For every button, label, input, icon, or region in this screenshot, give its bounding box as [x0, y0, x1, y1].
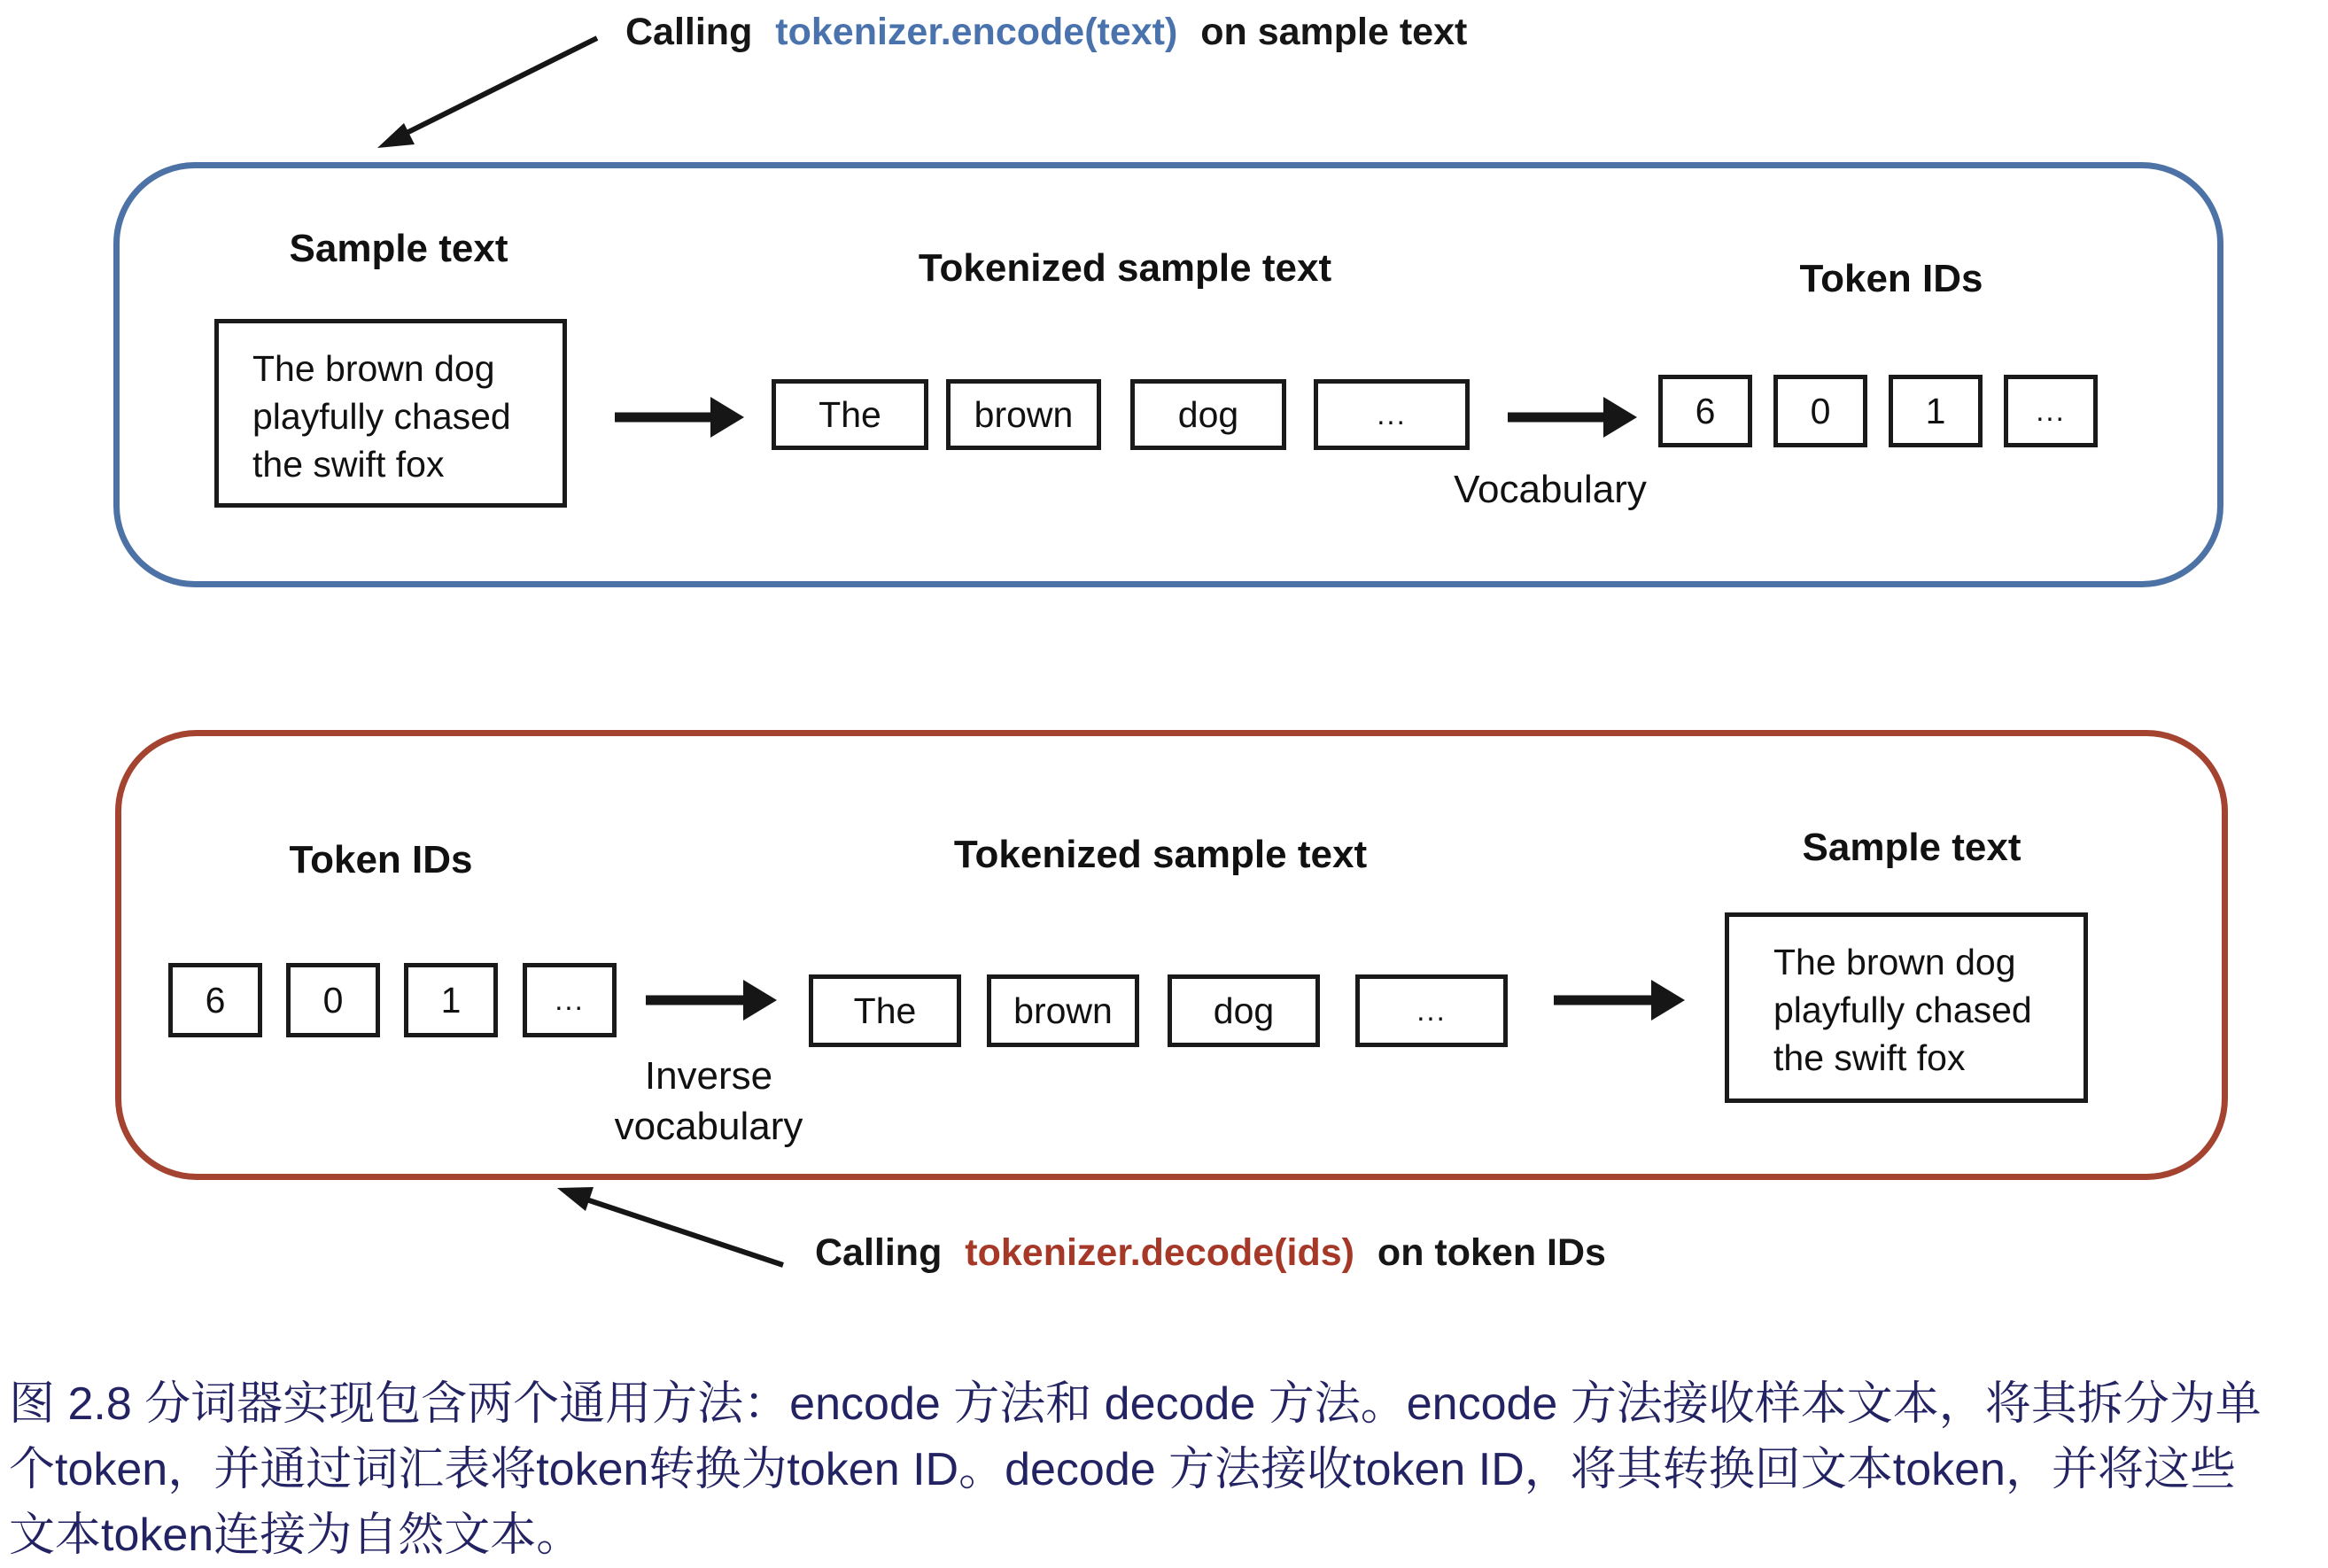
encode-id-cell: 0 — [1773, 375, 1867, 447]
decode-arrow-2-icon — [1552, 974, 1687, 1027]
decode-token-ids-label: Token IDs — [289, 838, 473, 881]
decode-callout — [815, 1231, 1606, 1275]
decode-token-cell: The — [809, 974, 961, 1047]
encode-annotation-arrow-icon — [363, 27, 611, 159]
encode-sample-textbox-text: The brown dog playfully chased the swift fox — [252, 348, 511, 485]
decode-callout-prefix: Calling — [815, 1231, 943, 1274]
decode-token-cell-ellipsis: ... — [1355, 974, 1508, 1047]
decode-id-cell: 6 — [168, 963, 262, 1037]
decode-sample-text-label: Sample text — [1802, 826, 2021, 869]
encode-id-cell: 1 — [1889, 375, 1983, 447]
decode-token-cell: brown — [987, 974, 1139, 1047]
decode-id-cell: 1 — [404, 963, 498, 1037]
encode-callout-prefix: Calling — [625, 11, 753, 53]
decode-id-cell: 0 — [286, 963, 380, 1037]
figure-caption-line1: 图 2.8 分词器实现包含两个通用方法：encode 方法和 decode 方法。encode 方法接收样本文本，将其拆分为单 — [9, 1378, 2262, 1430]
encode-sample-textbox — [214, 319, 567, 508]
encode-callout-suffix: on sample text — [1200, 11, 1468, 53]
encode-call-code: tokenizer.encode(text) — [775, 11, 1178, 53]
inverse-vocabulary-label — [567, 1051, 850, 1152]
encode-token-cell-ellipsis: ... — [1314, 379, 1470, 450]
vocabulary-label: Vocabulary — [1454, 468, 1647, 511]
decode-arrow-1-icon — [644, 974, 779, 1027]
decode-callout-suffix: on token IDs — [1377, 1231, 1606, 1274]
encode-tokenized-label: Tokenized sample text — [918, 246, 1332, 290]
encode-token-cell: The — [772, 379, 928, 450]
encode-token-cell: dog — [1130, 379, 1286, 450]
encode-arrow-1-icon — [613, 391, 746, 444]
encode-token-cell: brown — [946, 379, 1101, 450]
encode-id-cell-ellipsis: ... — [2004, 375, 2098, 447]
encode-id-cell: 6 — [1658, 375, 1752, 447]
figure-caption-line2: 个token，并通过词汇表将token转换为token ID。decode 方法接收token ID，将其转换回文本token，并将这些 — [9, 1444, 2236, 1495]
decode-tokenized-label: Tokenized sample text — [953, 833, 1368, 876]
figure-caption-line3: 文本token连接为自然文本。 — [9, 1510, 583, 1561]
encode-arrow-2-icon — [1506, 391, 1639, 444]
encode-callout — [625, 11, 1467, 54]
figure-caption — [9, 1371, 2323, 1568]
encode-token-ids-label: Token IDs — [1799, 257, 1983, 300]
inverse-vocabulary-line1: Inverse — [644, 1054, 773, 1098]
inverse-vocabulary-line2: vocabulary — [614, 1105, 803, 1148]
decode-id-cell-ellipsis: ... — [523, 963, 617, 1037]
decode-call-code: tokenizer.decode(ids) — [965, 1231, 1354, 1274]
encode-sample-text-label: Sample text — [289, 227, 508, 270]
decode-annotation-arrow-icon — [545, 1178, 802, 1276]
decode-sample-textbox — [1725, 912, 2088, 1103]
decode-sample-textbox-text: The brown dog playfully chased the swift fox — [1773, 942, 2032, 1078]
decode-token-cell: dog — [1168, 974, 1320, 1047]
